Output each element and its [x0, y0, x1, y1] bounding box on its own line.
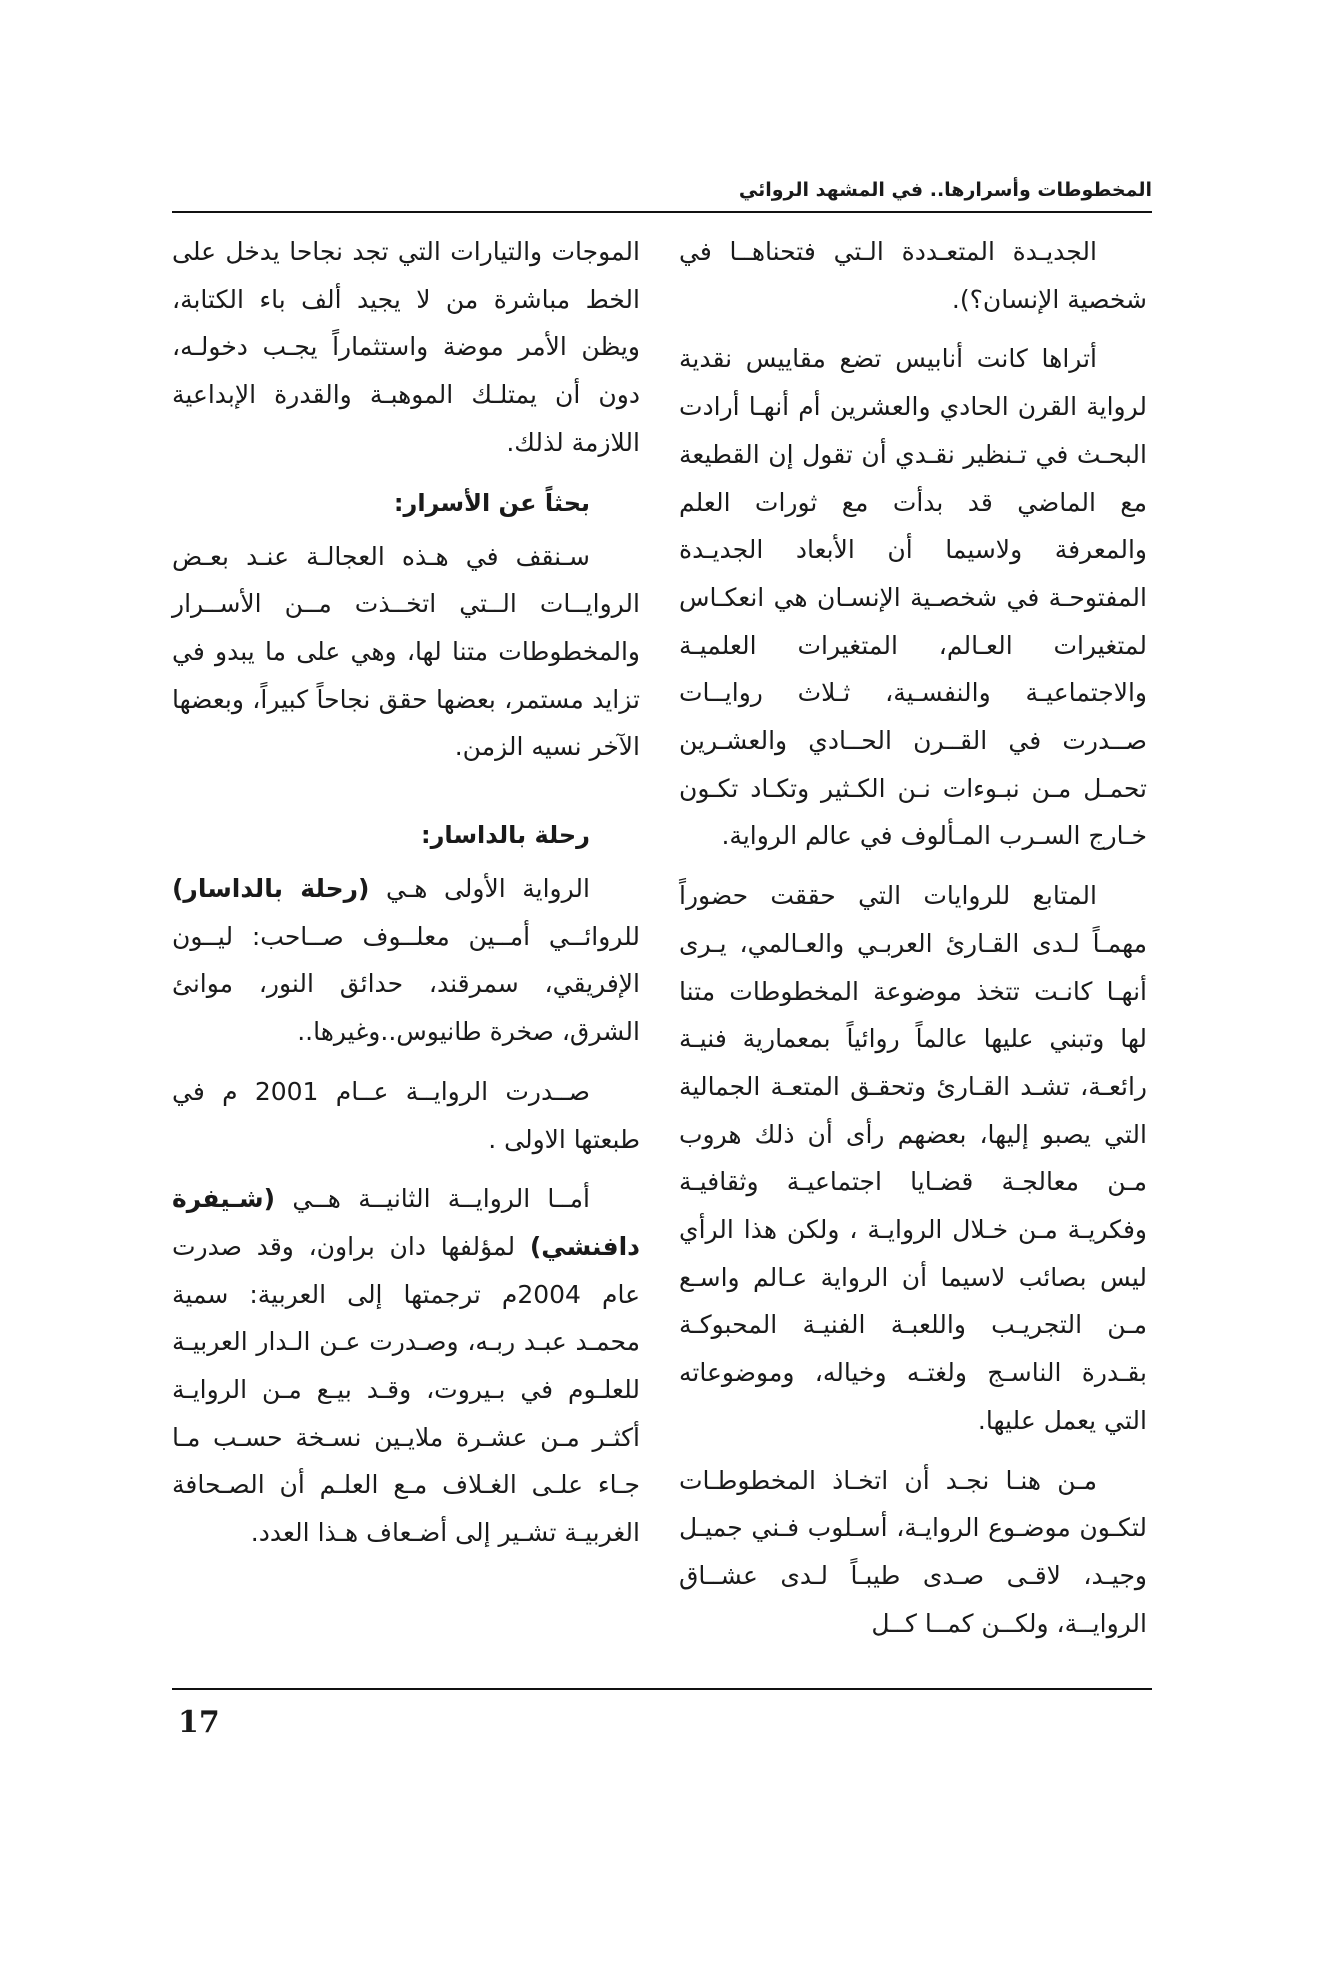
paragraph — [172, 1175, 640, 1557]
footer-rule — [172, 1688, 1152, 1690]
header-rule — [172, 211, 1152, 213]
paragraph: الموجات والتيارات التي تجد نجاحا يدخل على الخط مباشرة من لا يجيد ألف باء الكتابة، ويظن الأمر موضة واستثماراً يجـب دخولـه، دون أن يمتلـك الموهبـة والقدرة الإبداعية اللازمة لذلك. — [172, 237, 640, 457]
paragraph-text: الرواية الأولى هـي — [369, 874, 590, 904]
paragraph: صــدرت الروايــة عــام 2001 م في طبعتها الاولى . — [172, 1076, 640, 1154]
paragraph-text: أمــا الروايــة الثانيــة هــي — [275, 1184, 590, 1214]
paragraph-text: لمؤلفها دان براون، وقد صدرت عام 2004م ترجمتها إلى العربية: سمية محمـد عبـد ربـه، وصـدرت عـن الـدار العربيـة للعلـوم في بـيروت، وقـد بيـع مـن الروايـة أكثـر مـن عشـرة ملايـين نسـخة حسـب مـا جـاء علـى الغـلاف مـع العلـم أن الصـحافة الغربيـة تشـير إلى أضـعاف هـذا العدد. — [172, 1231, 640, 1548]
right-column — [679, 228, 1147, 1659]
paragraph: مـن هنـا نجـد أن اتخـاذ المخطوطـات لتكـون موضـوع الروايـة، أسـلوب فـني جميـل وجيـد، لاقـى صـدى طيبـاً لـدى عشــاق الروايــة، ولكــن كمــا كــل — [679, 1465, 1147, 1638]
section-heading: بحثاً عن الأسرار: — [393, 488, 590, 517]
novel-title: (شـيفرة دافنشي) — [172, 1184, 640, 1261]
paragraph: أتراها كانت أنابيس تضع مقاييس نقدية لرواية القرن الحادي والعشرين أم أنهـا أرادت البحـث في تـنظير نقـدي أن تقول إن القطيعة مع الماضي قد بدأت مع ثورات العلم والمعرفة ولاسيما أن الأبعاد الجديـدة المفتوحـة في شخصـية الإنسـان هي انعكـاس لمتغيرات العـالم، المتغيرات العلميـة والاجتماعيـة والنفسـية، ثـلاث روايــات صــدرت في القــرن الحــادي والعشـرين تحمـل مـن نبـوءات نـن الكـثير وتكـاد تكـون خـارج السـرب المـألوف في عالم الرواية. — [679, 344, 1147, 851]
novel-title: (رحلة بالداسار) — [172, 874, 370, 904]
paragraph: الجديـدة المتعـددة الـتي فتحناهــا في شخصية الإنسان؟). — [679, 237, 1147, 314]
running-header: المخطوطات وأسرارها.. في المشهد الروائي — [738, 179, 1152, 201]
paragraph-text: للروائــي أمــين معلــوف صــاحب: ليــون الإفريقي، سمرقند، حدائق النور، موانئ الشرق، صخرة طانيوس..وغيرها.. — [172, 921, 640, 1047]
page-number: 17 — [178, 1705, 220, 1740]
paragraph — [172, 865, 640, 1056]
paragraph: المتابع للروايات التي حققت حضوراً مهمـاً لـدى القـارئ العربـي والعـالمي، يـرى أنهـا كانـت تتخذ موضوعة المخطوطات متنا لها وتبني عليها عالماً روائياً بمعمارية فنيـة رائعـة، تشـد القـارئ وتحقـق المتعـة الجمالية التي يصبو إليها، بعضهم رأى أن ذلك هروب مـن معالجـة قضـايا اجتماعيـة وثقافيـة وفكريـة مـن خـلال الروايـة ، ولكن هذا الرأي ليس بصائب لاسيما أن الرواية عـالم واسـع مـن التجريـب واللعبـة الفنيـة المحبوكـة بقـدرة الناسـج ولغتـه وخياله، وموضوعاته التي يعمل عليها. — [679, 881, 1147, 1435]
paragraph: سـنقف في هـذه العجالـة عنـد بعـض الروايــات الــتي اتخــذت مــن الأســرار والمخطوطات متنا لها، وهي على ما يبدو في تزايد مستمر، بعضها حقق نجاحاً كبيراً، وبعضها الآخر نسيه الزمن. — [172, 541, 640, 762]
left-column — [172, 228, 640, 1569]
section-heading: رحلة بالداسار: — [421, 821, 590, 850]
